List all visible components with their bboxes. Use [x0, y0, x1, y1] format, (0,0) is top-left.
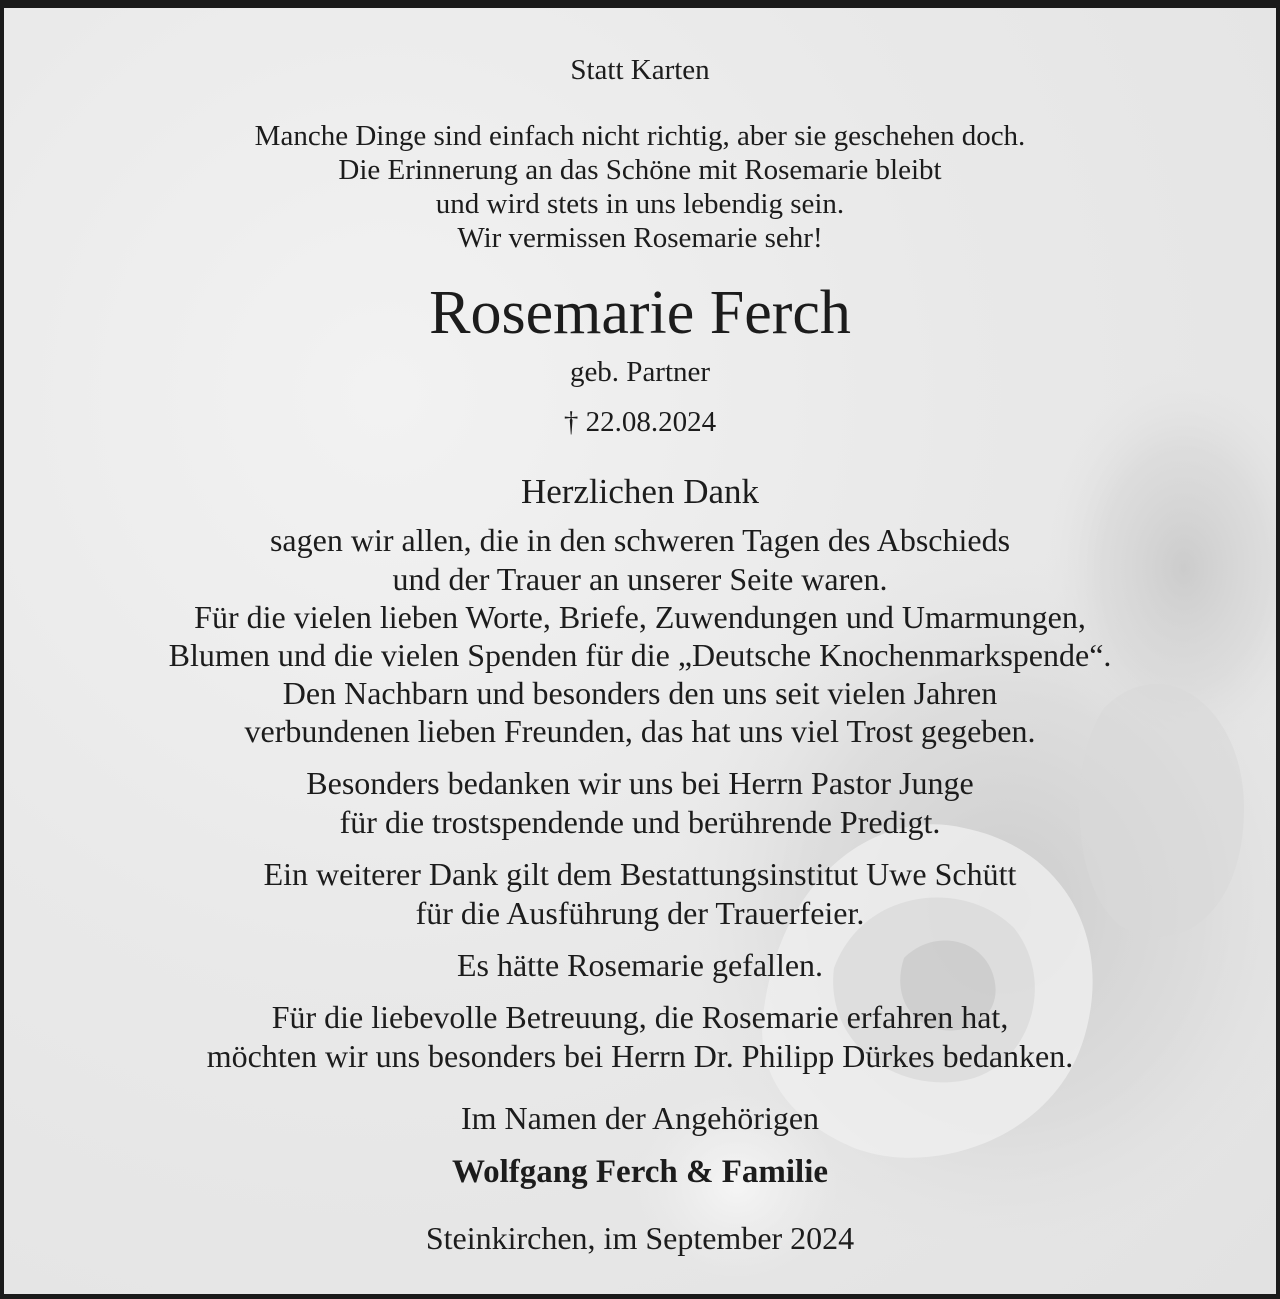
- death-date: † 22.08.2024: [563, 406, 717, 438]
- header-statt-karten: Statt Karten: [570, 54, 710, 86]
- paragraph-line: Für die vielen lieben Worte, Briefe, Zuwendungen und Umarmungen,: [194, 599, 1086, 635]
- paragraph-line: Es hätte Rosemarie gefallen.: [456, 947, 824, 983]
- paragraph-line: sagen wir allen, die in den schweren Tagen des Abschieds: [269, 522, 1011, 558]
- paragraph-line: Für die liebevolle Betreuung, die Rosemarie erfahren hat,: [271, 999, 1009, 1035]
- signature: Wolfgang Ferch & Familie: [451, 1154, 829, 1190]
- deceased-name: Rosemarie Ferch: [429, 279, 851, 347]
- birth-name: geb. Partner: [569, 356, 711, 388]
- thanks-heading: Herzlichen Dank: [520, 472, 760, 511]
- poem-line: Wir vermissen Rosemarie sehr!: [457, 222, 823, 254]
- paragraph-line: verbundenen lieben Freunden, das hat uns viel Trost gegeben.: [244, 713, 1036, 749]
- paragraph-line: möchten wir uns besonders bei Herrn Dr. Philipp Dürkes bedanken.: [206, 1038, 1074, 1074]
- place-date: Steinkirchen, im September 2024: [425, 1220, 855, 1256]
- paragraph-line: Ein weiterer Dank gilt dem Bestattungsinstitut Uwe Schütt: [263, 856, 1017, 892]
- paragraph-line: Den Nachbarn und besonders den uns seit vielen Jahren: [282, 675, 998, 711]
- obituary-content: [4, 8, 1276, 1294]
- poem-line: Die Erinnerung an das Schöne mit Rosemarie bleibt: [338, 154, 942, 186]
- signature-intro: Im Namen der Angehörigen: [460, 1100, 820, 1136]
- paragraph-line: für die trostspendende und berührende Predigt.: [339, 804, 941, 840]
- poem-line: Manche Dinge sind einfach nicht richtig, aber sie geschehen doch.: [254, 120, 1026, 152]
- paragraph-line: Besonders bedanken wir uns bei Herrn Pastor Junge: [306, 765, 974, 801]
- poem-line: und wird stets in uns lebendig sein.: [435, 188, 845, 220]
- paragraph-line: und der Trauer an unserer Seite waren.: [392, 561, 888, 597]
- paragraph-line: für die Ausführung der Trauerfeier.: [415, 895, 865, 931]
- paragraph-line: Blumen und die vielen Spenden für die „Deutsche Knochenmarkspende“.: [168, 637, 1112, 673]
